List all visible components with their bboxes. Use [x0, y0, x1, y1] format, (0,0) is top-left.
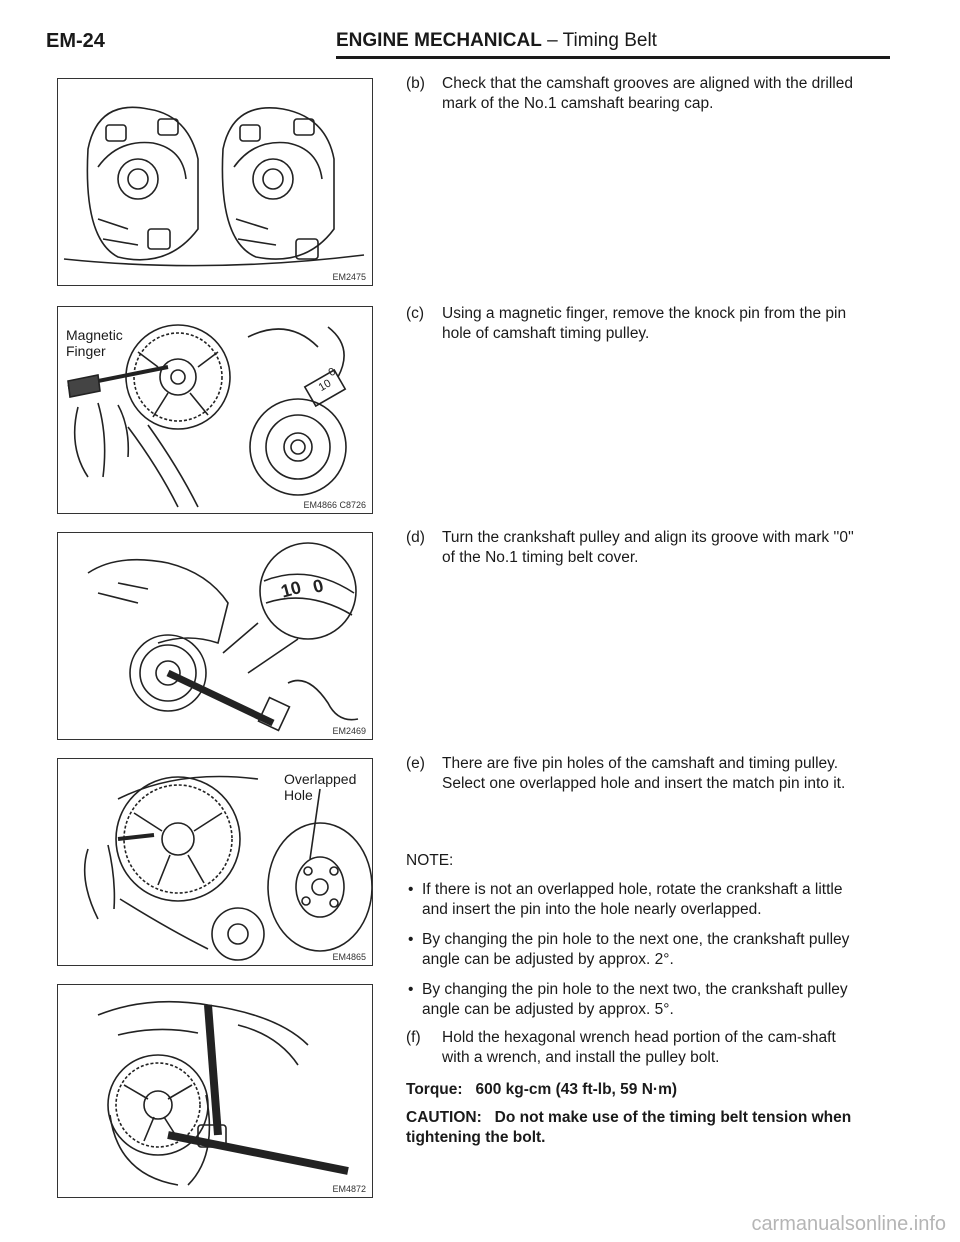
- magnified-mark-ten: 10: [278, 577, 304, 602]
- overlapped-hole-label: [284, 771, 356, 803]
- step-c: [406, 304, 856, 344]
- figure-code: EM4866 C8726: [303, 500, 366, 510]
- note-bullet-1-text: If there is not an overlapped hole, rotate the crankshaft a little and insert the pin into the hole nearly overlapped.: [422, 881, 843, 918]
- step-e-text-2: Select one overlapped hole and insert the match pin into it.: [442, 775, 846, 792]
- figure-code: EM4865: [332, 952, 366, 962]
- note-bullet-3: [406, 980, 856, 1020]
- section-name: ENGINE MECHANICAL: [336, 30, 542, 51]
- camshaft-bearing-cap-illustration: [58, 79, 372, 285]
- bullet-dot: •: [408, 931, 414, 948]
- magnetic-finger-label: [66, 327, 123, 359]
- magnetic-finger-label-line2: Finger: [66, 343, 106, 359]
- page-header: [40, 26, 920, 56]
- figure-code: EM2469: [332, 726, 366, 736]
- step-c-text: Using a magnetic finger, remove the knock pin from the pin hole of camshaft timing pulley.: [442, 305, 847, 342]
- step-f-tag: (f): [406, 1029, 421, 1046]
- step-d-text: Turn the crankshaft pulley and align its groove with mark ''0'' of the No.1 timing belt cover.: [442, 529, 854, 566]
- magnetic-finger-label-line1: Magnetic: [66, 327, 123, 343]
- step-e-tag: (e): [406, 755, 425, 772]
- step-c-tag: (c): [406, 305, 425, 322]
- bullet-dot: •: [408, 881, 414, 898]
- note-bullet-2-text: By changing the pin hole to the next one, the crankshaft pulley angle can be adjusted by approx. 2°.: [422, 931, 850, 968]
- step-b-tag: (b): [406, 75, 425, 92]
- step-f: [406, 1028, 856, 1068]
- bullet-dot: •: [408, 981, 414, 998]
- note-bullet-2: [406, 930, 856, 970]
- overlapped-hole-label-line1: Overlapped: [284, 771, 357, 787]
- step-f-text: Hold the hexagonal wrench head portion of the cam-shaft with a wrench, and install the pulley bolt.: [442, 1029, 836, 1066]
- figure-code: EM2475: [332, 272, 366, 282]
- install-pulley-bolt-illustration: [58, 985, 372, 1197]
- note-bullet-1: [406, 880, 856, 920]
- subsection-name: – Timing Belt: [547, 30, 657, 51]
- note-title: NOTE:: [406, 852, 454, 869]
- step-b-text: Check that the camshaft grooves are aligned with the drilled mark of the No.1 camshaft bearing cap.: [442, 75, 853, 112]
- overlapped-hole-label-line2: Hole: [284, 787, 313, 803]
- header-rule: [336, 56, 890, 59]
- step-e: [406, 754, 856, 794]
- watermark: carmanualsonline.info: [751, 1213, 946, 1235]
- figure-code: EM4872: [332, 1184, 366, 1194]
- timing-mark-zero: 0: [326, 365, 338, 380]
- crankshaft-pulley-illustration: [58, 533, 372, 739]
- step-e-text-1: There are five pin holes of the camshaft and timing pulley.: [442, 755, 839, 772]
- note-bullet-3-text: By changing the pin hole to the next two, the crankshaft pulley angle can be adjusted by approx. 5°.: [422, 981, 848, 1018]
- step-d: [406, 528, 856, 568]
- torque-spec: Torque: 600 kg-cm (43 ft-lb, 59 N·m): [406, 1081, 678, 1098]
- figure-magnetic-finger: [57, 306, 373, 514]
- figure-install-pulley-bolt: [57, 984, 373, 1198]
- magnified-mark-zero: 0: [310, 575, 326, 598]
- page-number: EM-24: [46, 30, 105, 52]
- section-title: [336, 30, 657, 52]
- step-b: [406, 74, 856, 114]
- figure-overlapped-hole: [57, 758, 373, 966]
- figure-camshaft-bearing-caps: [57, 78, 373, 286]
- caution-text: CAUTION: Do not make use of the timing belt tension when tightening the bolt.: [406, 1109, 856, 1146]
- figure-crankshaft-pulley: [57, 532, 373, 740]
- timing-mark-ten: 10: [316, 377, 334, 394]
- step-d-tag: (d): [406, 529, 425, 546]
